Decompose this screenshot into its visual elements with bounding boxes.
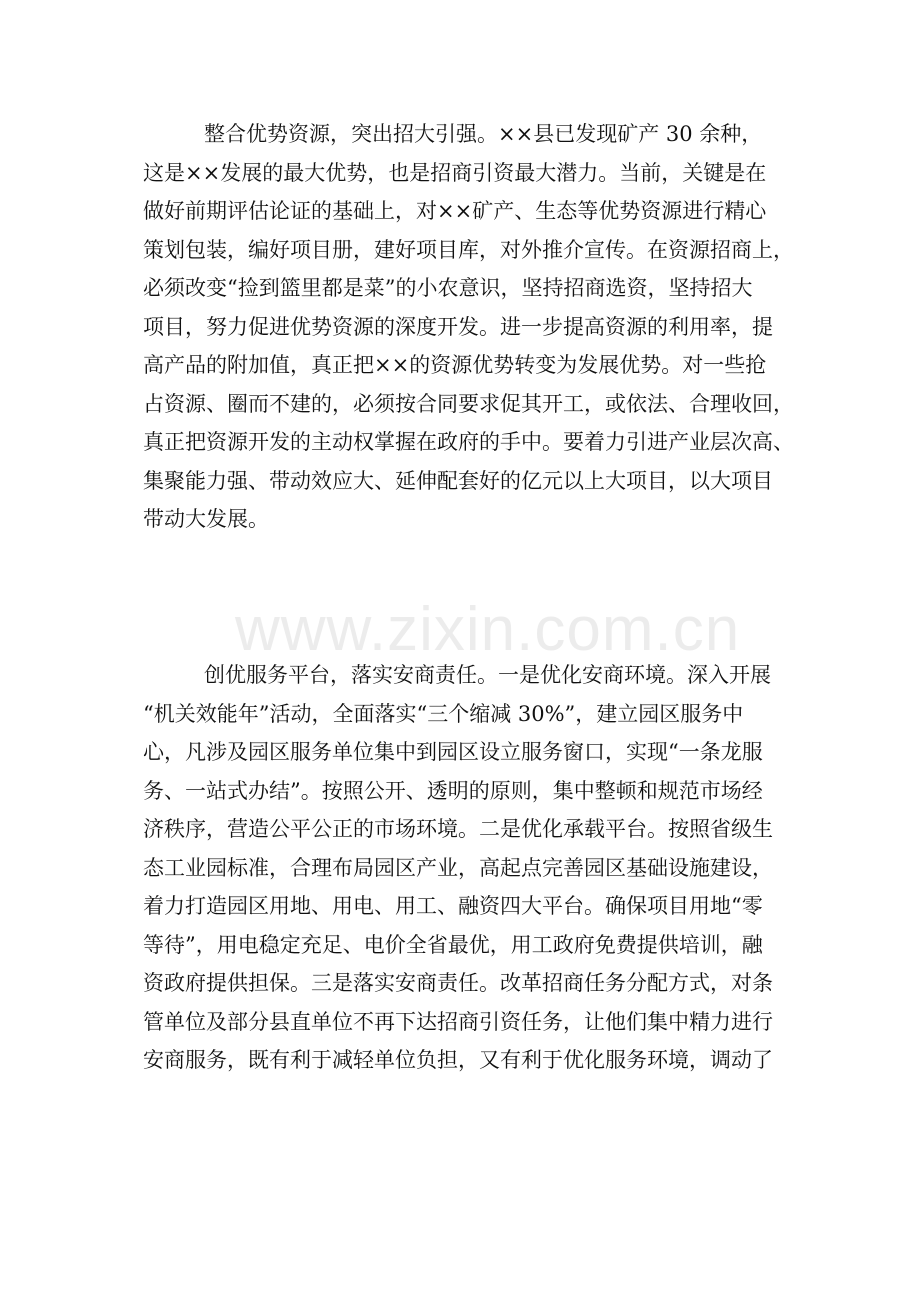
paragraph-line: 创优服务平台，落实安商责任。一是优化安商环境。深入开展 [204, 663, 771, 687]
paragraph-line: 管单位及部分县直单位不再下达招商引资任务，让他们集中精力进行 [143, 1009, 773, 1034]
paragraph-line: 资政府提供担保。三是落实安商责任。改革招商任务分配方式，对条 [143, 971, 773, 995]
paragraph-line: 济秩序，营造公平公正的市场环境。二是优化承载平台。按照省级生 [143, 817, 773, 841]
paragraph-line: 高产品的附加值，真正把××的资源优势转变为发展优势。对一些抢 [143, 353, 767, 377]
paragraph-line: 策划包装，编好项目册，建好项目库，对外推介宣传。在资源招商上， [143, 237, 794, 262]
paragraph-line: 集聚能力强、带动效应大、延伸配套好的亿元以上大项目，以大项目 [143, 468, 773, 493]
paragraph-line: 安商服务，既有利于减轻单位负担，又有利于优化服务环境，调动了 [143, 1048, 773, 1072]
paragraph-line: 做好前期评估论证的基础上，对××矿产、生态等优势资源进行精心 [143, 199, 767, 223]
paragraph-line: “机关效能年”活动，全面落实“三个缩减 30%”，建立园区服务中 [143, 701, 744, 726]
paragraph-line: 带动大发展。 [143, 507, 269, 531]
paragraph-line: 这是××发展的最大优势，也是招商引资最大潜力。当前，关键是在 [143, 160, 767, 185]
watermark-text: www.zixin.com.cn [235, 595, 741, 664]
paragraph-line: 着力打造园区用地、用电、用工、融资四大平台。确保项目用地“零 [143, 894, 763, 918]
paragraph-line: 必须改变“捡到篮里都是菜”的小农意识，坚持招商选资，坚持招大 [143, 276, 753, 300]
paragraph-line: 占资源、圈而不建的，必须按合同要求促其开工，或依法、合理收回， [143, 391, 794, 416]
paragraph-line: 务、一站式办结”。按照公开、透明的原则，集中整顿和规范市场经 [143, 778, 763, 803]
paragraph-line: 真正把资源开发的主动权掌握在政府的手中。要着力引进产业层次高、 [143, 430, 794, 454]
paragraph-line: 等待”，用电稳定充足、电价全省最优，用工政府免费提供培训，融 [143, 932, 763, 957]
paragraph-service-platform [143, 656, 783, 1080]
paragraph-line: 整合优势资源，突出招大引强。××县已发现矿产 30 余种， [204, 122, 763, 146]
paragraph-line: 心，凡涉及园区服务单位集中到园区设立服务窗口，实现“一条龙服 [143, 740, 763, 764]
paragraph-resource-integration [143, 115, 794, 539]
paragraph-line: 项目，努力促进优势资源的深度开发。进一步提高资源的利用率，提 [143, 314, 773, 339]
paragraph-line: 态工业园标准，合理布局园区产业，高起点完善园区基础设施建设， [143, 855, 773, 880]
